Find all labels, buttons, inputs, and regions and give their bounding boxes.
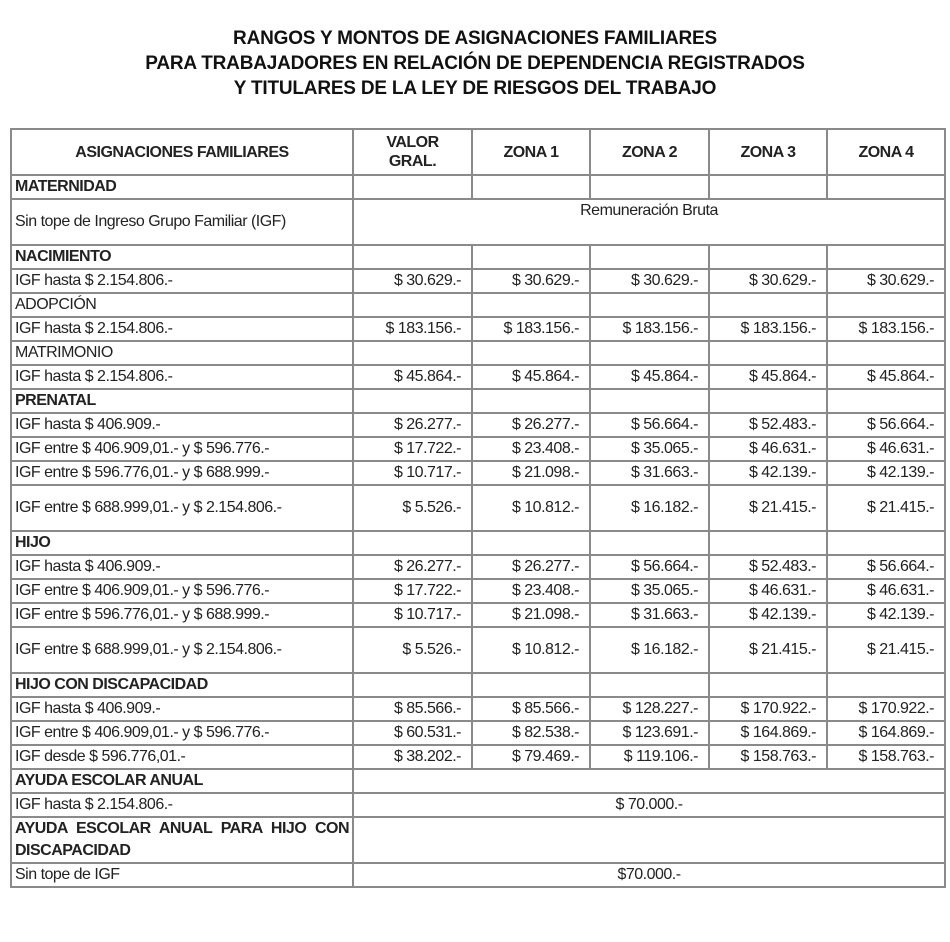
section-row [11,817,945,863]
table-row [11,461,945,485]
amount-cell: $ 170.922.- [827,697,945,721]
amount-cell: $ 5.526.- [353,485,472,531]
row-label: PRENATAL [11,389,353,413]
table-header-row [11,129,945,175]
table-row [11,745,945,769]
amount-cell: $ 45.864.- [709,365,827,389]
empty-cell [590,341,709,365]
empty-cell [590,245,709,269]
table-row [11,485,945,531]
row-label: IGF hasta $ 406.909.- [11,555,353,579]
title-line-1: RANGOS Y MONTOS DE ASIGNACIONES FAMILIARES [233,28,717,49]
amount-cell: $ 10.717.- [353,461,472,485]
table-row [11,437,945,461]
empty-cell [590,175,709,199]
row-label: NACIMIENTO [11,245,353,269]
row-label: MATRIMONIO [11,341,353,365]
amount-cell: $ 183.156.- [353,317,472,341]
table-row [11,317,945,341]
amount-cell: $ 30.629.- [827,269,945,293]
amount-cell: $ 56.664.- [827,413,945,437]
amount-cell: $ 30.629.- [472,269,590,293]
row-label: IGF entre $ 406.909,01.- y $ 596.776.- [11,437,353,461]
amount-cell: $ 23.408.- [472,437,590,461]
amount-cell: $ 158.763.- [709,745,827,769]
row-label: MATERNIDAD [11,175,353,199]
section-row [11,769,945,793]
amount-cell: $ 21.098.- [472,461,590,485]
amount-cell: $ 183.156.- [472,317,590,341]
amount-cell: $ 10.717.- [353,603,472,627]
amount-cell: $ 183.156.- [590,317,709,341]
empty-cell [709,293,827,317]
amount-cell: $ 21.098.- [472,603,590,627]
row-label: IGF entre $ 596.776,01.- y $ 688.999.- [11,603,353,627]
amount-cell: $ 30.629.- [353,269,472,293]
section-row [11,245,945,269]
merged-empty-cell [353,769,945,793]
amount-cell: $ 42.139.- [827,461,945,485]
amount-cell: $ 46.631.- [709,579,827,603]
section-row [11,341,945,365]
table-row [11,365,945,389]
table-row [11,721,945,745]
amount-cell: $ 38.202.- [353,745,472,769]
amount-cell: $ 46.631.- [827,579,945,603]
amount-cell: $ 16.182.- [590,485,709,531]
empty-cell [590,293,709,317]
amount-cell: $ 46.631.- [709,437,827,461]
amount-cell: $ 183.156.- [709,317,827,341]
amount-cell: $ 26.277.- [472,555,590,579]
amount-cell: $ 45.864.- [472,365,590,389]
empty-cell [709,531,827,555]
amount-cell: $ 21.415.- [827,627,945,673]
table-row [11,793,945,817]
empty-cell [827,341,945,365]
amount-cell: $ 45.864.- [353,365,472,389]
table-row [11,627,945,673]
empty-cell [472,293,590,317]
header-zona-2: ZONA 2 [590,129,709,175]
empty-cell [827,245,945,269]
row-label: IGF entre $ 596.776,01.- y $ 688.999.- [11,461,353,485]
amount-cell: $ 45.864.- [590,365,709,389]
amount-cell: $ 79.469.- [472,745,590,769]
amount-cell: $ 31.663.- [590,461,709,485]
row-label: IGF hasta $ 406.909.- [11,413,353,437]
amount-cell: $ 23.408.- [472,579,590,603]
empty-cell [709,673,827,697]
amount-cell: $ 17.722.- [353,579,472,603]
empty-cell [827,673,945,697]
amount-cell: $ 42.139.- [827,603,945,627]
amount-cell: $ 26.277.- [353,413,472,437]
empty-cell [590,531,709,555]
merged-value-cell: Remuneración Bruta [353,199,945,245]
table-row [11,863,945,887]
section-row [11,389,945,413]
amount-cell: $ 21.415.- [827,485,945,531]
empty-cell [353,245,472,269]
empty-cell [827,531,945,555]
section-row [11,175,945,199]
empty-cell [353,293,472,317]
amount-cell: $ 35.065.- [590,437,709,461]
empty-cell [590,389,709,413]
amount-cell: $ 16.182.- [590,627,709,673]
header-asignaciones: ASIGNACIONES FAMILIARES [11,129,353,175]
amount-cell: $ 45.864.- [827,365,945,389]
title-line-2: PARA TRABAJADORES EN RELACIÓN DE DEPENDENCIA REGISTRADOS [145,53,805,74]
row-label: IGF desde $ 596.776,01.- [11,745,353,769]
empty-cell [353,341,472,365]
amount-cell: $ 60.531.- [353,721,472,745]
amount-cell: $ 5.526.- [353,627,472,673]
amount-cell: $ 17.722.- [353,437,472,461]
amount-cell: $ 52.483.- [709,413,827,437]
row-label: HIJO CON DISCAPACIDAD [11,673,353,697]
merged-value-cell: $70.000.- [353,863,945,887]
amount-cell: $ 85.566.- [472,697,590,721]
row-label: AYUDA ESCOLAR ANUAL [11,769,353,793]
row-label: IGF hasta $ 2.154.806.- [11,793,353,817]
amount-cell: $ 30.629.- [709,269,827,293]
amount-cell: $ 31.663.- [590,603,709,627]
empty-cell [472,531,590,555]
row-label: ADOPCIÓN [11,293,353,317]
amount-cell: $ 82.538.- [472,721,590,745]
header-valor-gral: VALOR GRAL. [353,129,472,175]
table-row [11,697,945,721]
empty-cell [472,341,590,365]
amount-cell: $ 119.106.- [590,745,709,769]
row-label: IGF entre $ 688.999,01.- y $ 2.154.806.- [11,627,353,673]
amount-cell: $ 56.664.- [590,413,709,437]
header-zona-1: ZONA 1 [472,129,590,175]
header-zona-4: ZONA 4 [827,129,945,175]
section-row [11,673,945,697]
row-label: IGF hasta $ 2.154.806.- [11,269,353,293]
section-row [11,293,945,317]
table-row [11,199,945,245]
empty-cell [353,175,472,199]
merged-empty-cell [353,817,945,863]
amount-cell: $ 21.415.- [709,627,827,673]
amount-cell: $ 21.415.- [709,485,827,531]
title-line-3: Y TITULARES DE LA LEY DE RIESGOS DEL TRABAJO [233,78,717,99]
amount-cell: $ 46.631.- [827,437,945,461]
row-label: IGF hasta $ 2.154.806.- [11,317,353,341]
empty-cell [353,531,472,555]
document-title [0,26,950,101]
merged-value-cell: $ 70.000.- [353,793,945,817]
amount-cell: $ 123.691.- [590,721,709,745]
empty-cell [472,389,590,413]
amount-cell: $ 164.869.- [709,721,827,745]
empty-cell [827,175,945,199]
row-label: IGF hasta $ 406.909.- [11,697,353,721]
row-label: HIJO [11,531,353,555]
amount-cell: $ 56.664.- [827,555,945,579]
amount-cell: $ 26.277.- [472,413,590,437]
row-label: IGF entre $ 688.999,01.- y $ 2.154.806.- [11,485,353,531]
empty-cell [709,175,827,199]
empty-cell [827,389,945,413]
row-label: AYUDA ESCOLAR ANUAL PARA HIJO CON DISCAPACIDAD [11,817,353,863]
amount-cell: $ 183.156.- [827,317,945,341]
amount-cell: $ 128.227.- [590,697,709,721]
table-row [11,603,945,627]
row-label: Sin tope de IGF [11,863,353,887]
empty-cell [709,389,827,413]
table-row [11,555,945,579]
section-row [11,531,945,555]
amount-cell: $ 52.483.- [709,555,827,579]
row-label: IGF entre $ 406.909,01.- y $ 596.776.- [11,721,353,745]
row-label: IGF entre $ 406.909,01.- y $ 596.776.- [11,579,353,603]
amount-cell: $ 56.664.- [590,555,709,579]
amount-cell: $ 42.139.- [709,461,827,485]
amount-cell: $ 10.812.- [472,627,590,673]
amount-cell: $ 85.566.- [353,697,472,721]
empty-cell [709,245,827,269]
amount-cell: $ 164.869.- [827,721,945,745]
empty-cell [353,389,472,413]
empty-cell [827,293,945,317]
amount-cell: $ 26.277.- [353,555,472,579]
table-row [11,413,945,437]
empty-cell [472,175,590,199]
header-zona-3: ZONA 3 [709,129,827,175]
amount-cell: $ 35.065.- [590,579,709,603]
table-body [11,175,945,887]
table-row [11,269,945,293]
row-label: IGF hasta $ 2.154.806.- [11,365,353,389]
empty-cell [590,673,709,697]
table-row [11,579,945,603]
row-label: Sin tope de Ingreso Grupo Familiar (IGF) [11,199,353,245]
amount-cell: $ 10.812.- [472,485,590,531]
amount-cell: $ 170.922.- [709,697,827,721]
empty-cell [353,673,472,697]
amount-cell: $ 30.629.- [590,269,709,293]
amount-cell: $ 42.139.- [709,603,827,627]
empty-cell [472,245,590,269]
empty-cell [472,673,590,697]
allowances-table [10,128,946,888]
amount-cell: $ 158.763.- [827,745,945,769]
empty-cell [709,341,827,365]
